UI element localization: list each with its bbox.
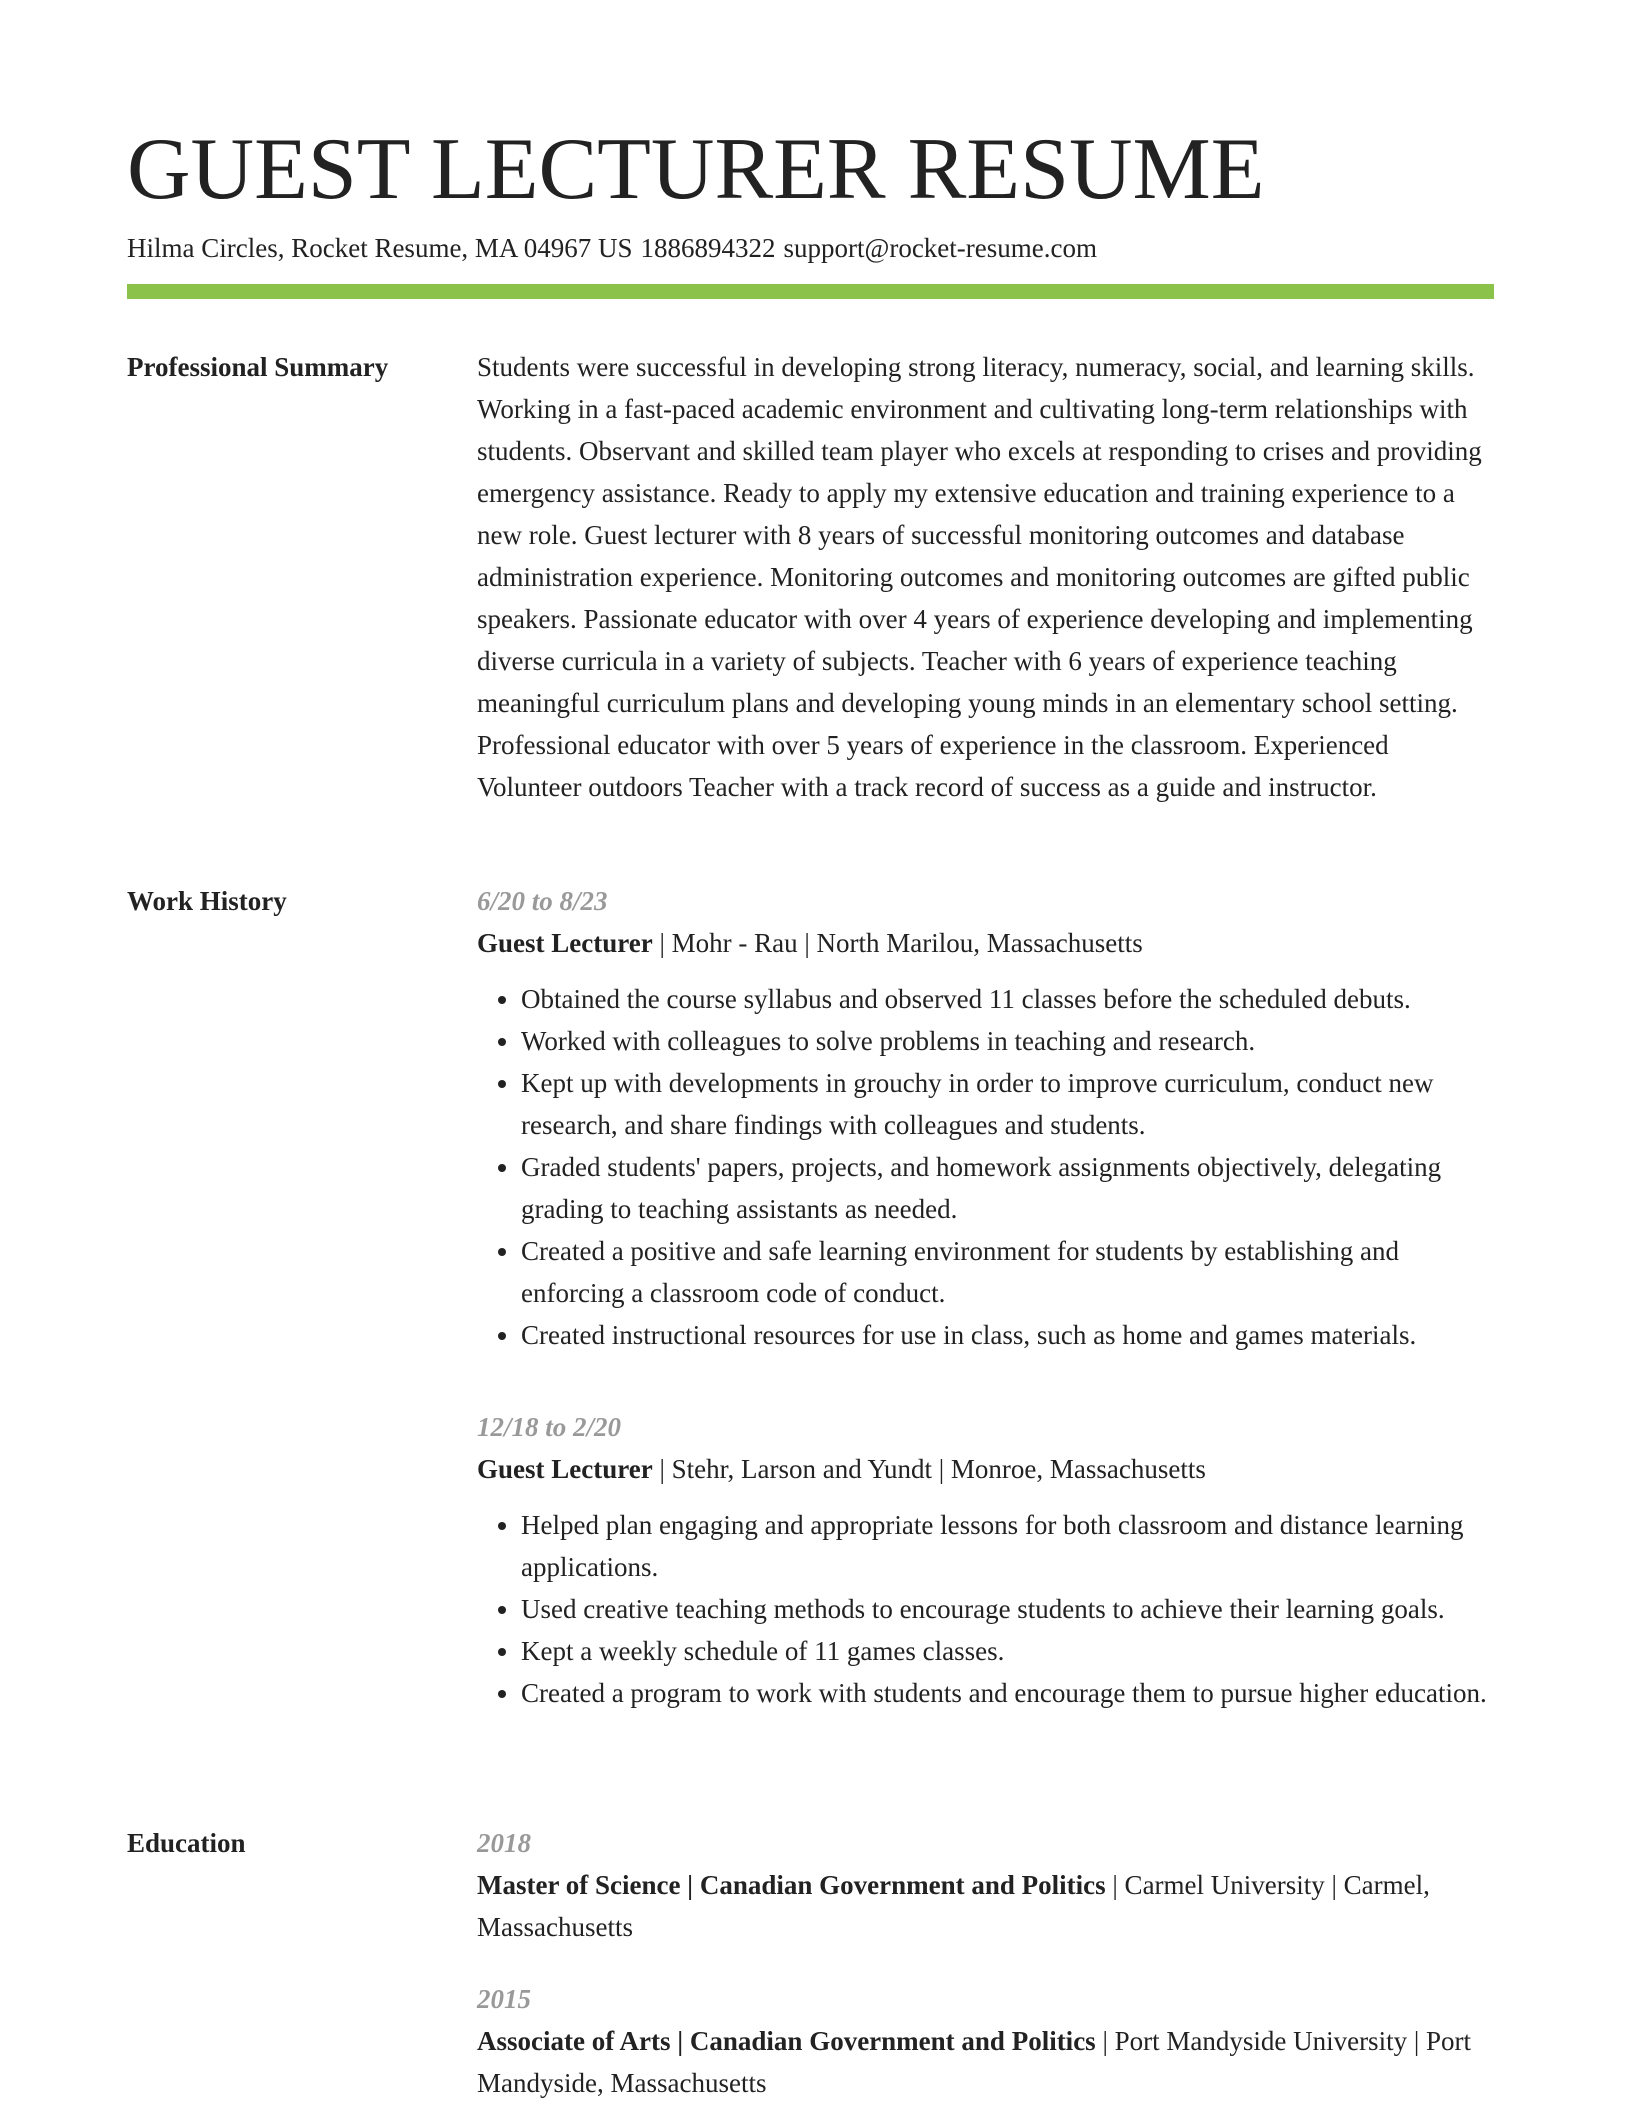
job-bullet-list <box>477 1504 1494 1714</box>
job-bullet: • Graded students' papers, projects, and homework assignments objectively, delegating grading to teaching assistants as needed. <box>521 1146 1494 1230</box>
job-bullet: • Created a program to work with students and encourage them to pursue higher education. <box>521 1672 1494 1714</box>
job-title: Guest Lecturer <box>477 1454 653 1484</box>
job-details: | Stehr, Larson and Yundt | Monroe, Massachusetts <box>659 1454 1206 1484</box>
education-details: | Carmel University | Carmel, Massachusetts <box>477 1870 1430 1942</box>
contact-address: Hilma Circles, Rocket Resume, MA 04967 US <box>127 233 633 263</box>
job-role-line <box>477 1448 1494 1490</box>
summary-body <box>477 346 1494 808</box>
job-date: 6/20 to 8/23 <box>477 886 608 916</box>
education-entry <box>477 1978 1494 2104</box>
job-bullet: • Worked with colleagues to solve problems in teaching and research. <box>521 1020 1494 1062</box>
job-bullet: • Created a positive and safe learning environment for students by establishing and enforcing a classroom code of conduct. <box>521 1230 1494 1314</box>
education-year: 2018 <box>477 1828 531 1858</box>
job-title: Guest Lecturer <box>477 928 653 958</box>
education-degree: Master of Science | Canadian Government and Politics <box>477 1870 1106 1900</box>
contact-line <box>127 230 1097 266</box>
job-entry <box>477 1406 1494 1714</box>
job-role-line <box>477 922 1494 964</box>
job-bullet: • Obtained the course syllabus and observed 11 classes before the scheduled debuts. <box>521 978 1494 1020</box>
education-year: 2015 <box>477 1984 531 2014</box>
section-label-summary: Professional Summary <box>127 352 389 382</box>
job-bullet: • Created instructional resources for use in class, such as home and games materials. <box>521 1314 1494 1356</box>
education-entry <box>477 1822 1494 1948</box>
section-label-work-history: Work History <box>127 886 287 916</box>
education-body <box>477 1822 1494 2104</box>
job-bullet: • Kept a weekly schedule of 11 games classes. <box>521 1630 1494 1672</box>
education-line <box>477 1864 1494 1948</box>
summary-text: Students were successful in developing strong literacy, numeracy, social, and learning skills. Working in a fast-paced academic environment and cultivating long-term relationships with students. Observant and skilled team player who excels at responding to crises and providing emergency assistance. Ready to apply my extensive education and training experience to a new role. Guest lecturer with 8 years of successful monitoring outcomes and database administration experience. Monitoring outcomes and monitoring outcomes are gifted public speakers. Passionate educator with over 4 years of experience developing and implementing diverse curricula in a variety of subjects. Teacher with 6 years of experience teaching meaningful curriculum plans and developing young minds in an elementary school setting. Professional educator with over 5 years of experience in the classroom. Experienced Volunteer outdoors Teacher with a track record of success as a guide and instructor. <box>477 352 1482 802</box>
contact-email: support@rocket-resume.com <box>783 233 1097 263</box>
job-entry <box>477 880 1494 1356</box>
education-details: | Port Mandyside University | Port Mandyside, Massachusetts <box>477 2026 1471 2098</box>
education-degree: Associate of Arts | Canadian Government and Politics <box>477 2026 1096 2056</box>
accent-divider <box>127 284 1494 299</box>
job-bullet: • Helped plan engaging and appropriate lessons for both classroom and distance learning applications. <box>521 1504 1494 1588</box>
job-bullet: • Used creative teaching methods to encourage students to achieve their learning goals. <box>521 1588 1494 1630</box>
job-bullet-list <box>477 978 1494 1356</box>
job-date: 12/18 to 2/20 <box>477 1412 622 1442</box>
section-label-education: Education <box>127 1828 246 1858</box>
job-details: | Mohr - Rau | North Marilou, Massachusetts <box>659 928 1143 958</box>
job-bullet: • Kept up with developments in grouchy in order to improve curriculum, conduct new research, and share findings with colleagues and students. <box>521 1062 1494 1146</box>
education-line <box>477 2020 1494 2104</box>
work-history-body <box>477 880 1494 1714</box>
contact-phone: 1886894322 <box>640 233 776 263</box>
page-title: GUEST LECTURER RESUME <box>127 121 1265 218</box>
